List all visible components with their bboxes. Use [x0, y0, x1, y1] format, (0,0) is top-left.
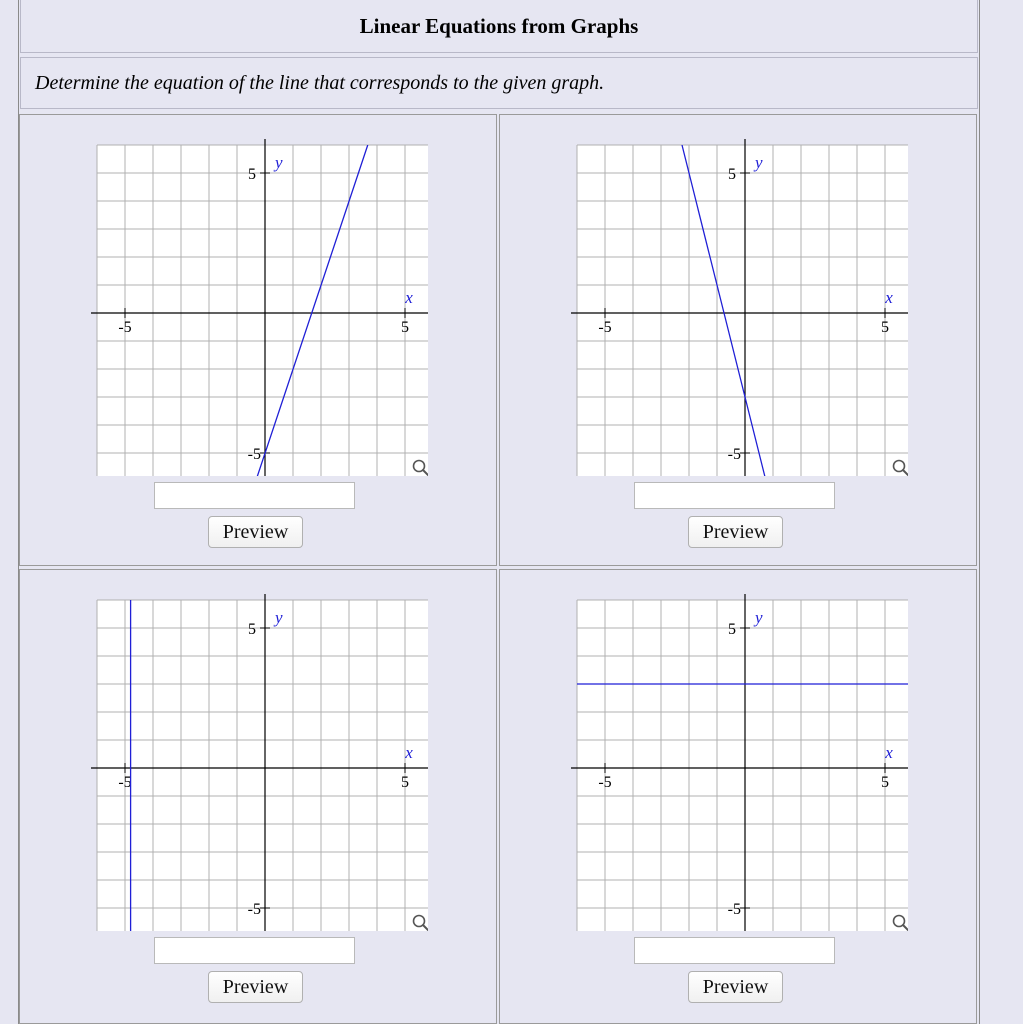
magnifier-icon[interactable]	[889, 911, 908, 931]
y-tick-label-neg: -5	[247, 901, 261, 918]
x-axis-label: x	[885, 288, 893, 307]
x-axis-label: x	[405, 743, 413, 762]
y-tick-label-pos: 5	[728, 166, 736, 183]
x-axis-label: x	[885, 743, 893, 762]
y-tick-label-neg: -5	[247, 446, 261, 463]
page-title: Linear Equations from Graphs	[359, 14, 639, 38]
problem-cell-1	[19, 114, 497, 566]
preview-button-3[interactable]: Preview	[208, 971, 303, 1003]
answer-input-1[interactable]	[154, 482, 355, 509]
x-tick-label-pos: 5	[401, 319, 409, 336]
plot-area	[577, 145, 908, 476]
answer-input-3[interactable]	[154, 937, 355, 964]
x-tick-label-pos: 5	[881, 774, 889, 791]
y-tick-label-pos: 5	[248, 166, 256, 183]
x-tick-label-neg: -5	[598, 774, 612, 791]
x-tick-label-neg: -5	[598, 319, 612, 336]
x-axis-label: x	[405, 288, 413, 307]
y-tick-label-neg: -5	[727, 901, 741, 918]
question-bar	[20, 57, 978, 109]
y-axis-label: y	[275, 153, 283, 172]
preview-button-1[interactable]: Preview	[208, 516, 303, 548]
answer-input-4[interactable]	[634, 937, 835, 964]
graph-3	[82, 585, 428, 931]
magnifier-icon[interactable]	[409, 456, 428, 476]
preview-button-2[interactable]: Preview	[688, 516, 783, 548]
title-bar	[20, 0, 978, 53]
plot-area	[97, 600, 428, 931]
magnifier-icon[interactable]	[889, 456, 908, 476]
magnifier-icon[interactable]	[409, 911, 428, 931]
x-tick-label-pos: 5	[401, 774, 409, 791]
y-tick-label-pos: 5	[248, 621, 256, 638]
problem-cell-3	[19, 569, 497, 1024]
question-text: Determine the equation of the line that corresponds to the given graph.	[35, 72, 605, 94]
problem-cell-4	[499, 569, 977, 1024]
x-tick-label-neg: -5	[118, 774, 132, 791]
plot-area	[577, 600, 908, 931]
x-tick-label-neg: -5	[118, 319, 132, 336]
graph-1	[82, 130, 428, 476]
y-tick-label-pos: 5	[728, 621, 736, 638]
x-tick-label-pos: 5	[881, 319, 889, 336]
problem-cell-2	[499, 114, 977, 566]
answer-input-2[interactable]	[634, 482, 835, 509]
y-axis-label: y	[755, 153, 763, 172]
graph-2	[562, 130, 908, 476]
y-tick-label-neg: -5	[727, 446, 741, 463]
y-axis-label: y	[755, 608, 763, 627]
plot-area	[97, 145, 428, 476]
preview-button-4[interactable]: Preview	[688, 971, 783, 1003]
y-axis-label: y	[275, 608, 283, 627]
graph-4	[562, 585, 908, 931]
